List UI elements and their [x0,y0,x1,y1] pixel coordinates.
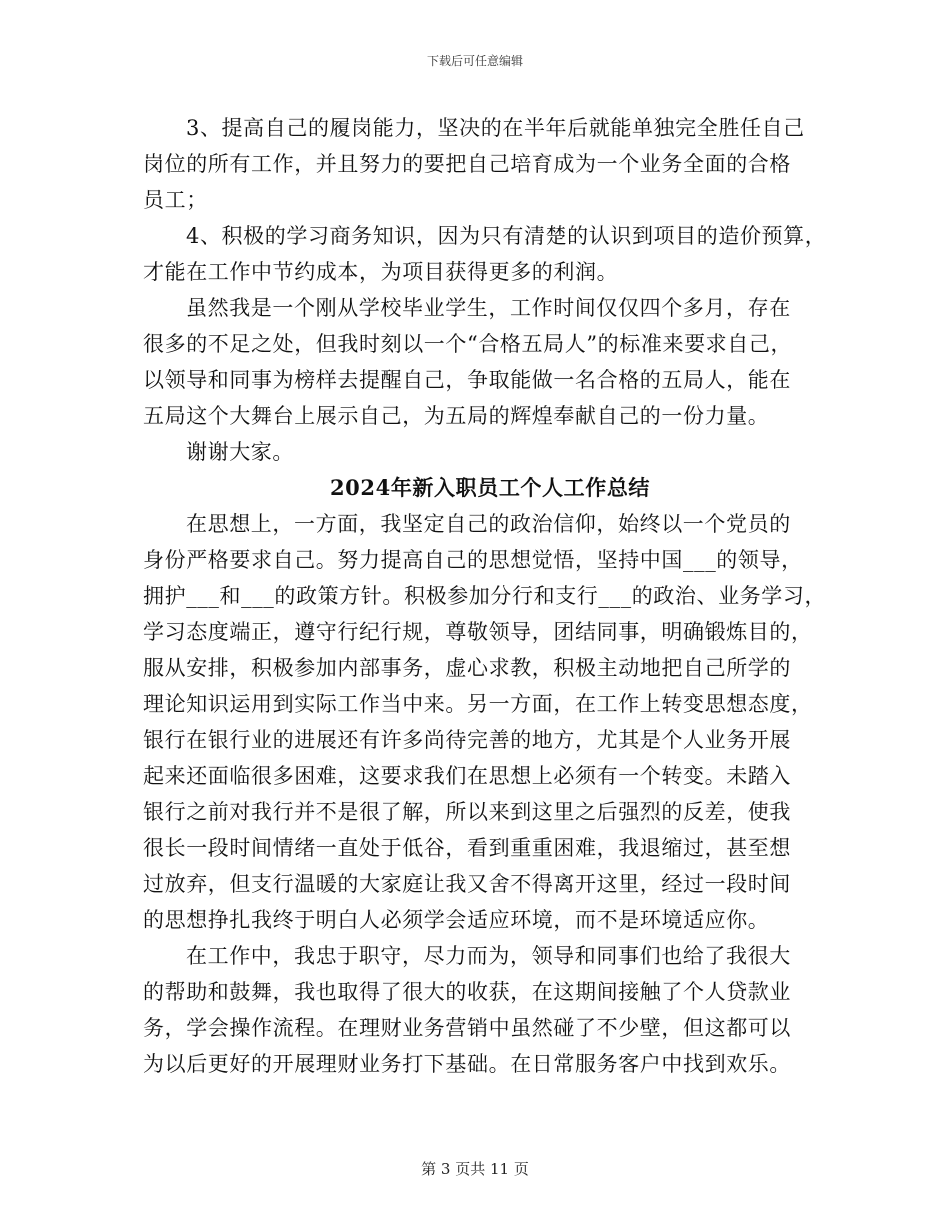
text-line: 为以后更好的开展理财业务打下基础。在日常服务客户中找到欢乐。 [143,1052,791,1076]
text-line: 务，学会操作流程。在理财业务营销中虽然碰了不少壁，但这都可以 [143,1016,791,1040]
text-line: 虽然我是一个刚从学校毕业学生，工作时间仅仅四个多月，存在 [186,296,791,320]
text-line: 很长一段时间情绪一直处于低谷，看到重重困难，我退缩过，甚至想 [143,836,791,860]
text-line: 理论知识运用到实际工作当中来。另一方面，在工作上转变思想态度， [143,692,813,716]
text-line: 起来还面临很多困难，这要求我们在思想上必须有一个转变。未踏入 [143,764,791,788]
document-body [143,110,827,1082]
text-line: 很多的不足之处，但我时刻以一个“合格五局人”的标准来要求自己， [143,332,793,356]
text-line: 服从安排，积极参加内部事务，虚心求教，积极主动地把自己所学的 [143,656,791,680]
text-line: 的帮助和鼓舞，我也取得了很大的收获，在这期间接触了个人贷款业 [143,980,791,1004]
text-line: 银行在银行业的进展还有许多尚待完善的地方，尤其是个人业务开展 [143,728,791,752]
text-line: 学习态度端正，遵守行纪行规，尊敬领导，团结同事，明确锻炼目的， [143,620,813,644]
text-line: 在思想上，一方面，我坚定自己的政治信仰，始终以一个党员的 [186,512,791,536]
text-line: 身份严格要求自己。努力提高自己的思想觉悟，坚持中国___的领导， [143,548,803,572]
text-line: 岗位的所有工作，并且努力的要把自己培育成为一个业务全面的合格 [143,152,791,176]
text-line: 拥护___和___的政策方针。积极参加分行和支行___的政治、业务学习， [143,584,827,608]
text-line: 在工作中，我忠于职守，尽力而为，领导和同事们也给了我很大 [186,944,791,968]
section-title: 2024年新入职员工个人工作总结 [329,475,651,500]
text-line: 银行之前对我行并不是很了解，所以来到这里之后强烈的反差，使我 [143,800,791,824]
text-line: 3、提高自己的履岗能力，坚决的在半年后就能单独完全胜任自己 [186,116,805,140]
text-line: 谢谢大家。 [186,440,294,464]
text-line: 4、积极的学习商务知识，因为只有清楚的认识到项目的造价预算， [186,224,827,248]
text-line: 五局这个大舞台上展示自己，为五局的辉煌奉献自己的一份力量。 [143,404,770,428]
text-line: 的思想挣扎我终于明白人必须学会适应环境，而不是环境适应你。 [143,908,770,932]
page-header: 下载后可任意编辑 [426,54,523,68]
text-line: 才能在工作中节约成本，为项目获得更多的利润。 [143,260,619,284]
text-line: 过放弃，但支行温暖的大家庭让我又舍不得离开这里，经过一段时间 [143,872,791,896]
page-footer: 第 3 页共 11 页 [421,1160,529,1178]
text-line: 以领导和同事为榜样去提醒自己，争取能做一名合格的五局人，能在 [143,368,791,392]
text-line: 员工； [143,188,208,212]
